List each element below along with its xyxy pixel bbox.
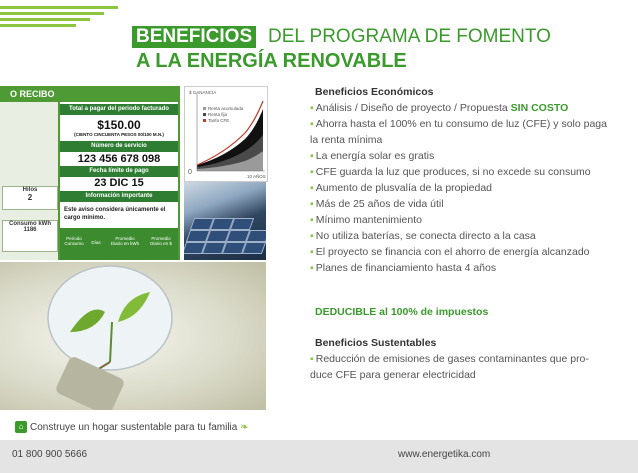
list-item: ▪ Aumento de plusvalía de la propiedad xyxy=(310,182,493,194)
bill-amount: $150.00 xyxy=(97,118,141,132)
decor-strip xyxy=(0,12,104,15)
bill-amount-words: (CIENTO CINCUENTA PESOS 00/100 M.N.) xyxy=(74,132,164,137)
list-item: ▪ Análisis / Diseño de proyecto / Propuesta SIN COSTO xyxy=(310,102,569,114)
hilos-box xyxy=(2,186,58,210)
panel-cell xyxy=(242,242,266,254)
col-dias: Días xyxy=(91,240,101,245)
panel-cell xyxy=(246,230,266,242)
hilos-label: Hilos xyxy=(22,187,38,193)
due-label: Fecha límite de pago xyxy=(60,166,178,177)
total-label: Total a pagar del periodo facturado xyxy=(60,104,178,115)
home-icon: ⌂ xyxy=(15,421,27,433)
col-prom-pesos: Promedio Diario en $ xyxy=(150,236,172,246)
bill-table-header xyxy=(60,228,178,260)
solar-panels-photo xyxy=(184,182,266,260)
chart-origin: 0 xyxy=(188,169,192,176)
bill-image xyxy=(0,86,180,260)
leaf-icon: ❧ xyxy=(240,422,249,433)
savings-chart xyxy=(184,86,268,182)
title-line2: A LA ENERGÍA RENOVABLE xyxy=(136,50,407,72)
chart-xlabel: 10 AÑOS xyxy=(247,174,266,179)
info-label: Información importante xyxy=(60,191,178,202)
consumo-label: Consumo kWh xyxy=(9,221,51,227)
title-highlight: BENEFICIOS xyxy=(132,26,256,48)
hilos-value: 2 xyxy=(27,193,33,202)
bill-main-column xyxy=(60,102,178,260)
econ-list xyxy=(310,100,610,276)
title-line1: DEL PROGRAMA DE FOMENTO xyxy=(268,26,551,47)
deducible-text: DEDUCIBLE al 100% de impuestos xyxy=(315,306,489,318)
footer-website[interactable]: www.energetika.com xyxy=(398,449,491,460)
decor-strip xyxy=(0,18,90,21)
list-item: ▪ Reducción de emisiones de gases contaminantes que pro-duce CFE para generar electricidad xyxy=(310,353,589,381)
footer-bar xyxy=(0,440,638,473)
footer-phone: 01 800 900 5666 xyxy=(12,449,88,460)
consumo-box xyxy=(2,220,58,252)
sust-list xyxy=(310,351,610,383)
decor-strip xyxy=(0,24,76,27)
sust-heading: Beneficios Sustentables xyxy=(315,337,437,349)
bill-header: O RECIBO xyxy=(10,89,55,99)
legend-swatch xyxy=(203,119,206,122)
legend-swatch xyxy=(203,113,206,116)
col-periodo: Periodo Consumo xyxy=(64,236,84,246)
econ-heading: Beneficios Económicos xyxy=(315,86,434,98)
list-item: ▪ La energía solar es gratis xyxy=(310,150,435,162)
list-item: ▪ No utiliza baterías, se conecta directo a la casa xyxy=(310,230,536,242)
bulb-photo xyxy=(0,262,266,410)
bill-left-column xyxy=(0,102,58,260)
sin-costo-highlight: SIN COSTO xyxy=(510,102,569,114)
service-label: Número de servicio xyxy=(60,141,178,152)
chart-ylabel: $ GANANCIA xyxy=(189,90,217,95)
service-number: 123 456 678 098 xyxy=(77,153,161,165)
panel-cell xyxy=(230,218,254,230)
consumo-value: 1186 xyxy=(23,227,37,233)
legend-swatch xyxy=(203,107,206,110)
bulb-illustration xyxy=(0,262,266,410)
list-item: ▪ Planes de financiamiento hasta 4 años xyxy=(310,262,497,274)
info-text: Este aviso considera únicamente el cargo mínimo. xyxy=(64,207,166,221)
legend-item: Renta fija xyxy=(208,112,228,117)
list-item: ▪ Ahorra hasta el 100% en tu consumo de luz (CFE) y solo paga la renta mínima xyxy=(310,118,607,146)
tagline: Construye un hogar sustentable para tu familia ❧ xyxy=(30,422,249,433)
chart-svg xyxy=(185,87,267,181)
due-date: 23 DIC 15 xyxy=(94,177,144,189)
legend-item: Tarifa CFE xyxy=(208,118,230,123)
list-item: ▪ Más de 25 años de vida útil xyxy=(310,198,444,210)
col-prom-kwh: Promedio Diario en kWh xyxy=(110,236,140,246)
list-item: ▪ Mínimo mantenimiento xyxy=(310,214,422,226)
list-item: ▪ CFE guarda la luz que produces, si no excede su consumo xyxy=(310,166,591,178)
legend-item: Renta acumulada xyxy=(208,106,244,111)
list-item: ▪ El proyecto se financia con el ahorro de energía alcanzado xyxy=(310,246,590,258)
decor-strip xyxy=(0,6,118,9)
